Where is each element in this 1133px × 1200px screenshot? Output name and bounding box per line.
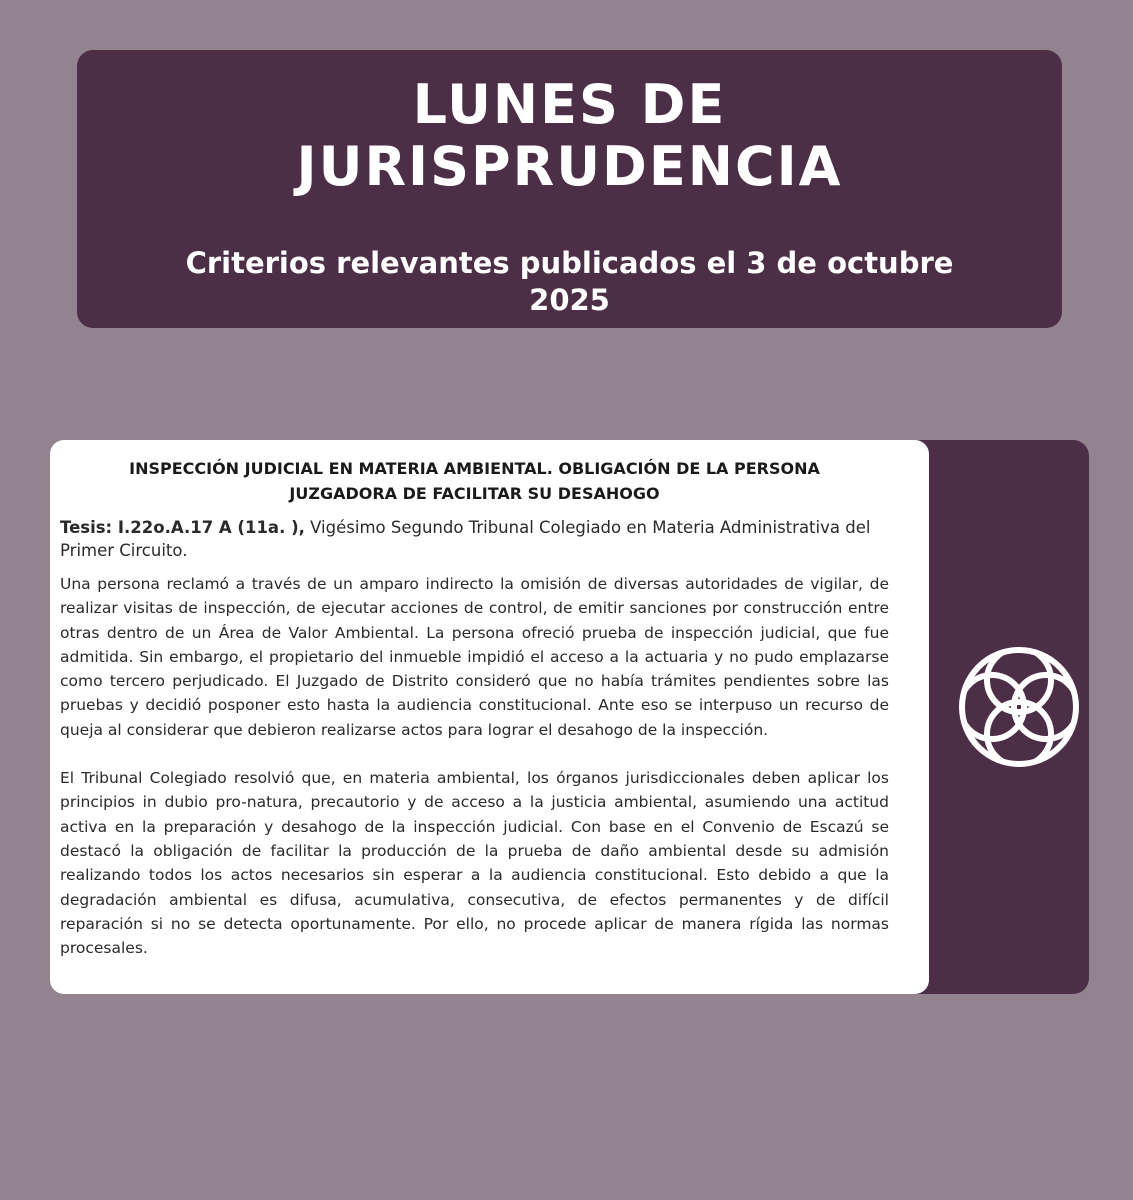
thesis-title <box>60 456 889 506</box>
celtic-knot-icon <box>958 646 1080 768</box>
paragraph-ruling: El Tribunal Colegiado resolvió que, en materia ambiental, los órganos jurisdiccionales deben aplicar los principios in dubio pro-natura, precautorio y de acceso a la justicia ambiental, asumiendo una actitud activa en la preparación y desahogo de la inspección judicial. Con base en el Convenio de Escazú se destacó la obligación de facilitar la producción de la prueba de daño ambiental desde su admisión realizando todos los actos necesarios sin esperar a la audiencia constitucional. Esto debido a que la degradación ambiental es difusa, acumulativa, consecutiva, de efectos permanentes y de difícil reparación si no se detecta oportunamente. Por ello, no procede aplicar de manera rígida las normas procesales. <box>60 769 889 958</box>
subtitle-line-2: 2025 <box>529 283 610 317</box>
page-subtitle <box>77 245 1062 319</box>
paragraph-facts: Una persona reclamó a través de un amparo indirecto la omisión de diversas autoridades de vigilar, de realizar visitas de inspección, de ejecutar acciones de control, de emitir sanciones por construcción entre otras dentro de un Área de Valor Ambiental. La persona ofreció prueba de inspección judicial, que fue admitida. Sin embargo, el propietario del inmueble impidió el acceso a la actuaria y no pudo emplazarse como tercero perjudicado. El Juzgado de Distrito consideró que no había trámites pendientes sobre las pruebas y decidió posponer esto hasta la audiencia constitucional. Ante eso se interpuso un recurso de queja al considerar que debieron realizarse actos para lograr el desahogo de la inspección. <box>60 575 889 739</box>
tesis-reference <box>60 516 889 562</box>
subtitle-line-1: Criterios relevantes publicados el 3 de octubre <box>185 246 954 280</box>
header-banner <box>77 50 1062 328</box>
tesis-label: Tesis: I.22o.A.17 A (11a. ), <box>60 518 305 537</box>
tesis-court: Vigésimo Segundo Tribunal Colegiado en Materia Administrativa del Primer Circuito. <box>60 518 871 560</box>
thesis-title-line-1: INSPECCIÓN JUDICIAL EN MATERIA AMBIENTAL. OBLIGACIÓN DE LA PERSONA <box>129 459 820 478</box>
thesis-title-line-2: JUZGADORA DE FACILITAR SU DESAHOGO <box>289 484 660 503</box>
page-title: LUNES DE JURISPRUDENCIA <box>296 73 843 198</box>
thesis-card <box>50 440 929 994</box>
